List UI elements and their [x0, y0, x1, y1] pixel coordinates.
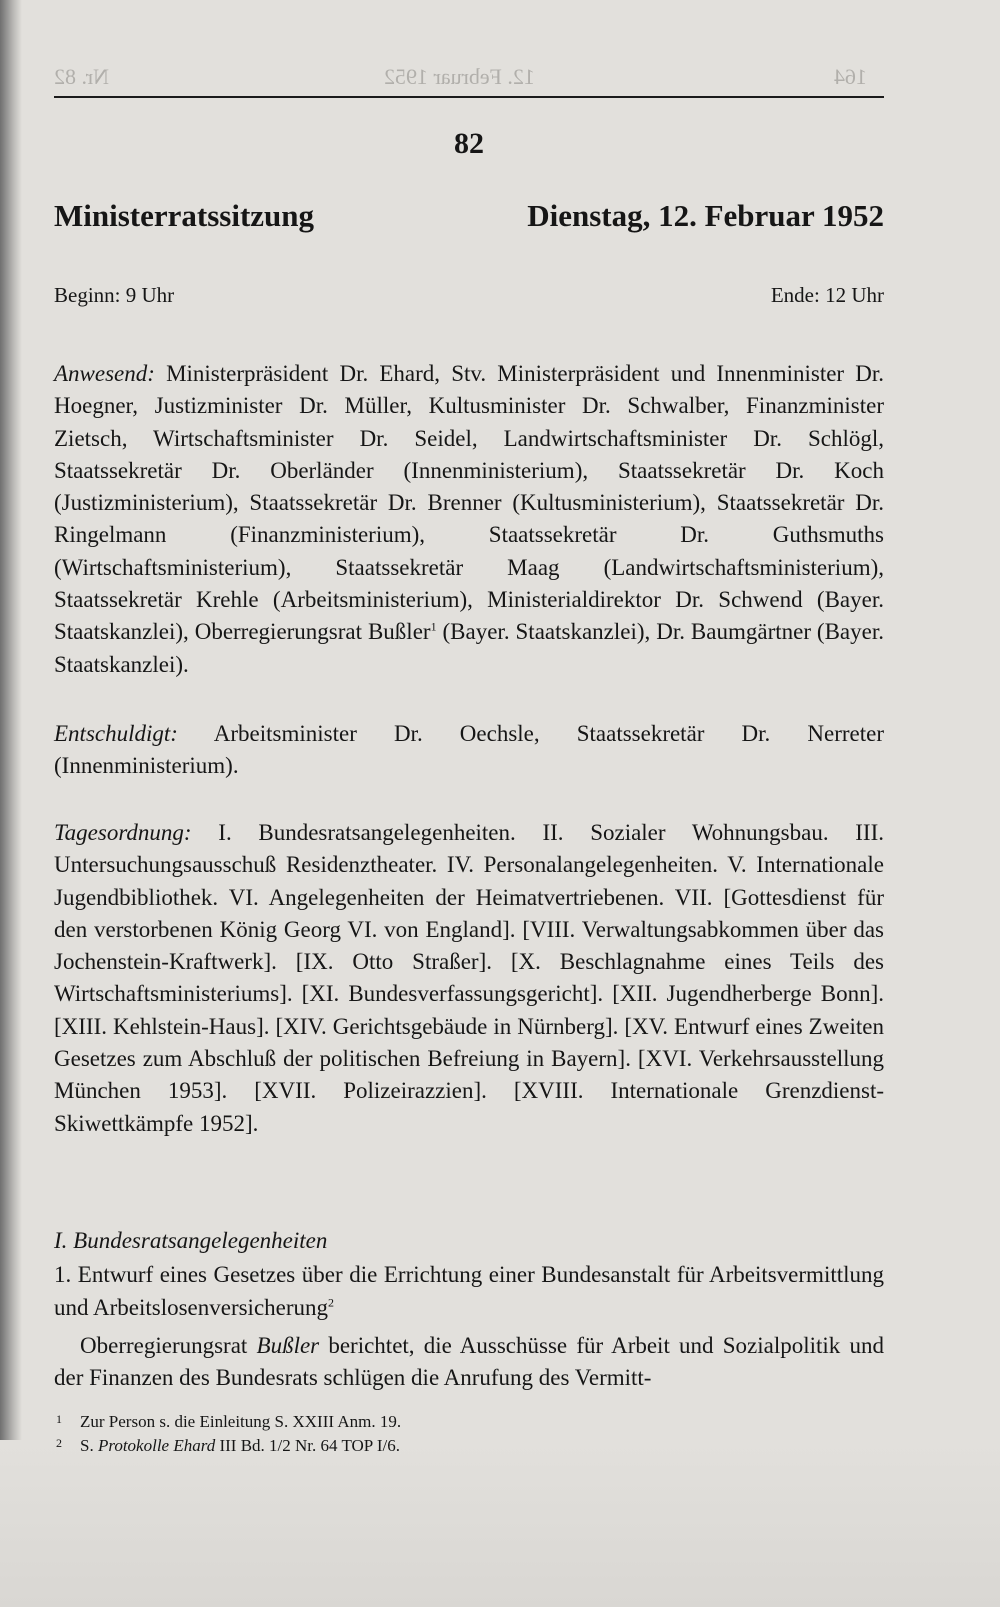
footnote-2-mark: 2 [56, 1436, 62, 1450]
present-list-b: (Bayer. Staatskanzlei), Dr. Baumgärtner (Bayer. Staatskanzlei). [54, 619, 884, 677]
footnote-1-mark: 1 [56, 1412, 62, 1426]
bleed-through-page-label: Nr. 82 [54, 64, 109, 89]
footnote-1 [54, 1410, 884, 1434]
excused-label: Entschuldigt: [54, 721, 178, 746]
header-rule [54, 96, 884, 98]
report-prefix: Oberregierungsrat [80, 1332, 257, 1358]
page-binding-shadow [0, 0, 22, 1607]
document-number: 82 [454, 127, 484, 160]
present-label: Anwesend: [54, 361, 155, 386]
agenda-item-1 [54, 1259, 884, 1324]
footnote-2 [54, 1434, 884, 1458]
begin-time: Beginn: 9 Uhr [54, 283, 175, 307]
title-row [54, 198, 884, 240]
bleed-through-page-number: 164 [834, 64, 867, 89]
footnote-2-prefix: S. [80, 1436, 98, 1455]
end-time: Ende: 12 Uhr [770, 283, 884, 307]
footnote-ref-1[interactable]: 1 [430, 619, 437, 634]
document-date: Dienstag, 12. Februar 1952 [527, 198, 884, 233]
document-title: Ministerratssitzung [54, 198, 315, 233]
section-heading: I. Bundesratsangelegenheiten [54, 1228, 328, 1253]
report-paragraph [54, 1330, 884, 1395]
excused-list: Arbeitsminister Dr. Oechsle, Staatssekretär Dr. Nerreter (Innenministerium). [54, 721, 884, 779]
footnotes [54, 1410, 884, 1458]
section-bundesrat [54, 1225, 884, 1394]
footnote-2-suffix: III Bd. 1/2 Nr. 64 TOP I/6. [215, 1436, 401, 1455]
agenda-item-1-text: 1. Entwurf eines Gesetzes über die Errichtung einer Bundesanstalt für Arbeitsvermittlung und Arbeitslosenversicherung [54, 1262, 884, 1320]
report-speaker: Bußler [256, 1332, 320, 1358]
footnote-ref-2[interactable]: 2 [328, 1294, 335, 1309]
agenda-label: Tagesordnung: [54, 820, 192, 845]
session-times [54, 283, 884, 313]
bleed-through-date: 12. Februar 1952 [384, 64, 535, 89]
agenda [54, 817, 884, 1140]
attendance-excused [54, 718, 884, 783]
footnote-1-text: Zur Person s. die Einleitung S. XXIII Anm. 19. [80, 1412, 402, 1431]
attendance-present [54, 358, 884, 681]
report-text: berichtet, die Ausschüsse für Arbeit und Sozialpolitik und der Finanzen des Bundesrats schlügen die Anrufung des Vermitt- [54, 1332, 885, 1391]
footnote-2-source: Protokolle Ehard [97, 1436, 216, 1455]
page-bottom-margin [0, 1440, 1000, 1607]
present-list-a: Ministerpräsident Dr. Ehard, Stv. Ministerpräsident und Innenminister Dr. Hoegner, Justizminister Dr. Müller, Kultusminister Dr. Schwalber, Finanzminister Zietsch, Wirtschaftsminister Dr. Seidel, Landwirtschaftsminister Dr. Schlögl, Staatssekretär Dr. Oberländer (Innenministerium), Staatssekretär Dr. Koch (Justizministerium), Staatssekretär Dr. Brenner (Kultusministerium), Staatssekretär Dr. Ringelmann (Finanzministerium), Staatssekretär Dr. Guthsmuths (Wirtschaftsministerium), Staatssekretär Maag (Landwirtschaftsministerium), Staatssekretär Krehle (Arbeitsministerium), Ministerialdirektor Dr. Schwend (Bayer. Staatskanzlei), Oberregierungsrat Bußler [54, 361, 884, 645]
agenda-text: I. Bundesratsangelegenheiten. II. Sozialer Wohnungsbau. III. Untersuchungsausschuß Residenztheater. IV. Personalangelegenheiten. V. Internationale Jugendbibliothek. VI. Angelegenheiten der Heimatvertriebenen. VII. [Gottesdienst für den verstorbenen König Georg VI. von England]. [VIII. Verwaltungsabkommen über das Jochenstein-Kraftwerk]. [IX. Otto Straßer]. [X. Beschlagnahme eines Teils des Wirtschaftsministeriums]. [XI. Bundesverfassungsgericht]. [XII. Jugendherberge Bonn]. [XIII. Kehlstein-Haus]. [XIV. Gerichtsgebäude in Nürnberg]. [XV. Entwurf eines Zweiten Gesetzes zum Abschluß der politischen Befreiung in Bayern]. [XVI. Verkehrsausstellung München 1953]. [XVII. Polizeirazzien]. [XVIII. Internationale Grenzdienst-Skiwettkämpfe 1952]. [54, 820, 884, 1136]
